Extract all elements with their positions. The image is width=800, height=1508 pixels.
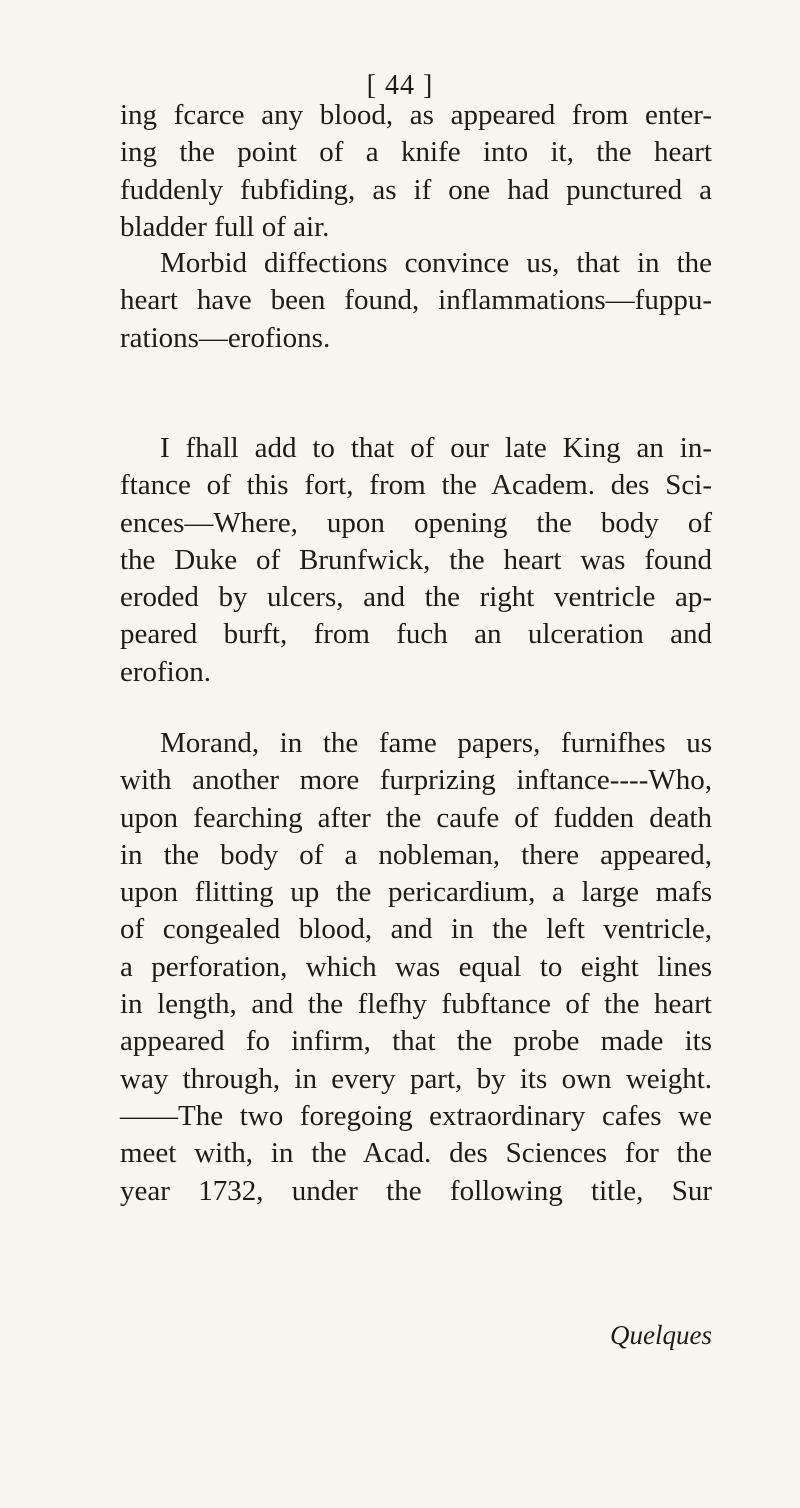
text-line: ing fcarce any blood, as appeared from enter- xyxy=(120,99,712,131)
text-line: a perforation, which was equal to eight lines xyxy=(120,950,712,983)
text-line: fuddenly fubfiding, as if one had punctured a xyxy=(120,173,712,206)
page-number: [ 44 ] xyxy=(366,70,434,101)
text-line: meet with, in the Acad. des Sciences for the xyxy=(120,1137,712,1170)
text-line: I fhall add to that of our late King an in- xyxy=(160,432,712,464)
text-line: upon flitting up the pericardium, a large mafs xyxy=(120,876,712,909)
text-line: rations—erofions. xyxy=(120,321,331,354)
paragraph-3 xyxy=(120,430,712,691)
text-line: erofion. xyxy=(120,655,211,688)
text-line: upon fearching after the caufe of fudden death xyxy=(120,801,712,834)
text-line: Morand, in the fame papers, furnifhes us xyxy=(160,727,712,759)
text-line: ftance of this fort, from the Academ. des Sci- xyxy=(120,469,712,502)
text-line: year 1732, under the following title, Sur xyxy=(120,1174,712,1207)
text-line: of congealed blood, and in the left ventricle, xyxy=(120,913,712,946)
text-line: in length, and the flefhy fubftance of the heart xyxy=(120,988,712,1021)
text-line: way through, in every part, by its own weight. xyxy=(120,1062,712,1095)
text-line: ences—Where, upon opening the body of xyxy=(120,506,712,539)
text-line: appeared fo infirm, that the probe made its xyxy=(120,1025,712,1058)
paragraph-2 xyxy=(120,245,712,357)
text-line: the Duke of Brunfwick, the heart was found xyxy=(120,543,712,576)
text-line: eroded by ulcers, and the right ventricle ap- xyxy=(120,581,712,614)
text-line: ing the point of a knife into it, the heart xyxy=(120,136,712,169)
text-line: bladder full of air. xyxy=(120,210,330,243)
paragraph-4 xyxy=(120,725,712,1210)
catchword: Quelques xyxy=(610,1320,712,1350)
text-line: with another more furprizing inftance----Who, xyxy=(120,764,712,797)
text-line: ——The two foregoing extraordinary cafes we xyxy=(120,1099,712,1132)
text-line: peared burft, from fuch an ulceration and xyxy=(120,618,712,651)
text-line: Morbid diffections convince us, that in the xyxy=(160,247,712,279)
paragraph-1 xyxy=(120,97,712,246)
text-line: in the body of a nobleman, there appeared, xyxy=(120,838,712,871)
text-line: heart have been found, inflammations—fuppu- xyxy=(120,284,712,317)
catchword-line xyxy=(120,1320,712,1357)
